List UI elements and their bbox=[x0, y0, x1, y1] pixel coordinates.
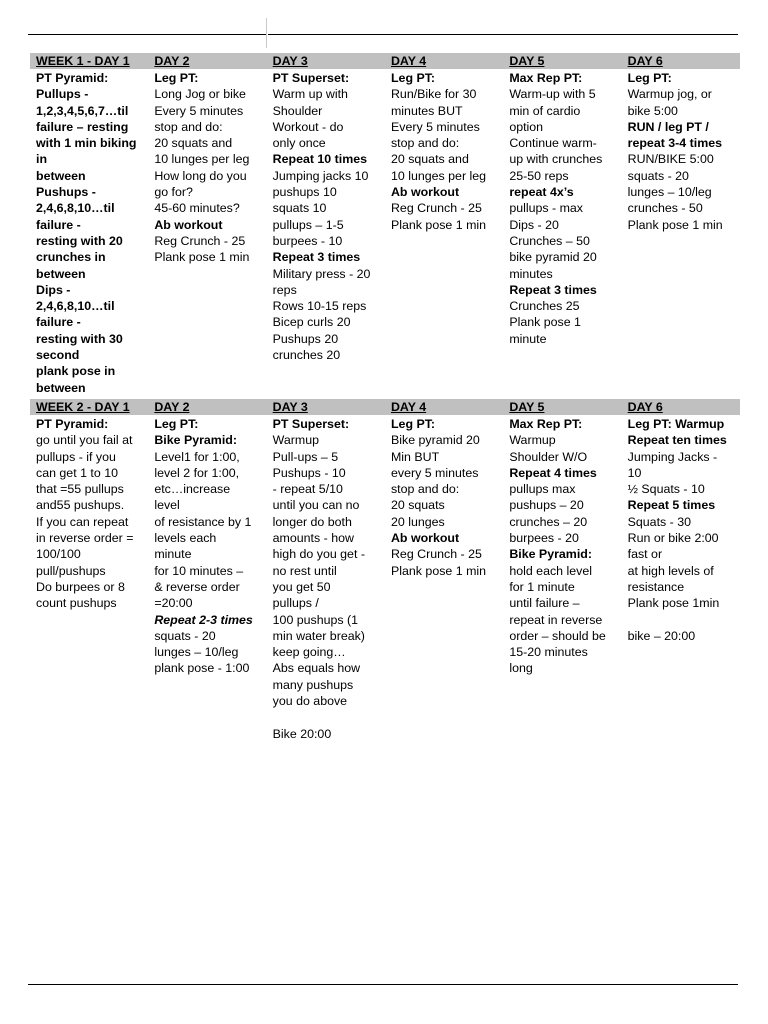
workout-line: squats 10 bbox=[272, 201, 327, 216]
week-1-day-1-header: WEEK 1 - DAY 1 bbox=[30, 53, 148, 69]
workout-line: squats - 20 bbox=[627, 168, 689, 183]
workout-line: between bbox=[36, 380, 86, 395]
week-2-day-4-header: DAY 4 bbox=[385, 399, 503, 415]
workout-line: 10 lunges per leg bbox=[154, 152, 250, 167]
workout-line: level bbox=[154, 498, 180, 513]
workout-line: Repeat 10 times bbox=[272, 152, 368, 167]
workout-line: Bike Pyramid: bbox=[154, 433, 237, 448]
week-2-day-2-cell bbox=[148, 415, 266, 745]
workout-line: Max Rep PT: bbox=[509, 416, 583, 431]
workout-line: pull/pushups bbox=[36, 563, 106, 578]
workout-line: 20 squats and bbox=[390, 152, 469, 167]
workout-line: pullups / bbox=[272, 596, 319, 611]
workout-line: pullups max bbox=[509, 482, 576, 497]
workout-line: Ab workout bbox=[390, 531, 460, 546]
workout-line: 10 bbox=[627, 465, 642, 480]
workout-line: bike – 20:00 bbox=[627, 628, 696, 643]
workout-line: Jumping Jacks - bbox=[627, 449, 718, 464]
workout-line: Shoulder W/O bbox=[509, 449, 588, 464]
week-2-day-6-header: DAY 6 bbox=[622, 399, 740, 415]
workout-line: Repeat 5 times bbox=[627, 498, 716, 513]
workout-line: minutes BUT bbox=[390, 103, 463, 118]
week-2-day-3-header: DAY 3 bbox=[267, 399, 385, 415]
workout-line: for 1 minute bbox=[509, 579, 575, 594]
workout-line: Jumping jacks 10 bbox=[272, 168, 369, 183]
workout-line: Repeat ten times bbox=[627, 433, 727, 448]
workout-line: failure – resting bbox=[36, 119, 129, 134]
workout-line: minutes bbox=[509, 266, 553, 281]
workout-line: repeat 4x’s bbox=[509, 185, 574, 200]
week-2-day-5-cell bbox=[503, 415, 621, 745]
workout-line: in reverse order = bbox=[36, 531, 134, 546]
week-2-day-3-cell bbox=[267, 415, 385, 745]
workout-line: Reg Crunch - 25 bbox=[390, 201, 482, 216]
workout-line: Plank pose 1min bbox=[627, 596, 720, 611]
workout-line: crunches - 50 bbox=[627, 201, 703, 216]
workout-line: Shoulder bbox=[272, 103, 323, 118]
workout-line: Plank pose 1 min bbox=[390, 563, 487, 578]
workout-line: Long Jog or bike bbox=[154, 87, 246, 102]
workout-line: Continue warm- bbox=[509, 136, 597, 151]
workout-line: failure - bbox=[36, 217, 81, 232]
workout-line: 45-60 minutes? bbox=[154, 201, 240, 216]
workout-line: pushups – 20 bbox=[509, 498, 584, 513]
workout-line: Crunches 25 bbox=[509, 299, 580, 314]
workout-line: keep going… bbox=[272, 645, 346, 660]
week-2-content-row bbox=[30, 415, 740, 745]
workout-line: in bbox=[36, 152, 48, 167]
workout-line: stop and do: bbox=[390, 136, 460, 151]
workout-line: only once bbox=[272, 136, 326, 151]
workout-line: squats - 20 bbox=[154, 628, 216, 643]
workout-line: Squats - 30 bbox=[627, 514, 692, 529]
workout-line: levels each bbox=[154, 531, 217, 546]
workout-line: Leg PT: bbox=[154, 71, 199, 85]
workout-line: can get 1 to 10 bbox=[36, 465, 118, 480]
workout-line: 10 lunges per leg bbox=[390, 168, 487, 183]
workout-line: 2,4,6,8,10…til bbox=[36, 299, 115, 314]
week-1-day-4-header: DAY 4 bbox=[385, 53, 503, 69]
workout-line: option bbox=[509, 119, 544, 134]
workout-line: Dips - 20 bbox=[509, 217, 559, 232]
workout-line: plank pose - 1:00 bbox=[154, 661, 250, 676]
week-1-day-1-cell bbox=[30, 69, 148, 399]
workout-line: & reverse order bbox=[154, 579, 240, 594]
workout-line: PT Pyramid: bbox=[36, 416, 109, 431]
workout-line: Ab workout bbox=[390, 185, 460, 200]
workout-line: bike 5:00 bbox=[627, 103, 678, 118]
workout-line: until failure – bbox=[509, 596, 580, 611]
week-1-day-5-cell bbox=[503, 69, 621, 399]
workout-line: Bike Pyramid: bbox=[509, 547, 592, 562]
workout-line: Do burpees or 8 bbox=[36, 579, 125, 594]
workout-line: Run or bike 2:00 bbox=[627, 531, 719, 546]
workout-line: RUN/BIKE 5:00 bbox=[627, 152, 714, 167]
workout-line: at high levels of bbox=[627, 563, 714, 578]
workout-line: Repeat 4 times bbox=[509, 465, 597, 480]
workout-line: Plank pose 1 min bbox=[154, 250, 250, 265]
bottom-rule bbox=[28, 984, 738, 985]
workout-line: PT Pyramid: bbox=[36, 71, 109, 85]
week-2-day-1-cell bbox=[30, 415, 148, 745]
week-2-day-1-header: WEEK 2 - DAY 1 bbox=[30, 399, 148, 415]
workout-line: longer do both bbox=[272, 514, 352, 529]
week-2-day-5-header: DAY 5 bbox=[503, 399, 621, 415]
workout-line: repeat 3-4 times bbox=[627, 136, 722, 151]
workout-line: Warmup bbox=[272, 433, 320, 448]
workout-line: Repeat 3 times bbox=[509, 282, 597, 297]
workout-line: 20 squats bbox=[390, 498, 445, 513]
workout-line: PT Superset: bbox=[272, 71, 350, 85]
workout-line: Level1 for 1:00, bbox=[154, 449, 240, 464]
top-rule-left bbox=[28, 34, 266, 35]
workout-line: ½ Squats - 10 bbox=[627, 482, 705, 497]
workout-line: pullups - if you bbox=[36, 449, 116, 464]
workout-line: resting with 20 bbox=[36, 233, 123, 248]
workout-line: burpees - 10 bbox=[272, 233, 343, 248]
workout-line: pullups - max bbox=[509, 201, 583, 216]
workout-line: go for? bbox=[154, 185, 193, 200]
workout-line: - repeat 5/10 bbox=[272, 482, 343, 497]
workout-line: up with crunches bbox=[509, 152, 603, 167]
workout-line: min of cardio bbox=[509, 103, 581, 118]
workout-line: Warm up with bbox=[272, 87, 348, 102]
workout-line: Abs equals how bbox=[272, 661, 361, 676]
workout-line: of resistance by 1 bbox=[154, 514, 252, 529]
workout-line: Workout - do bbox=[272, 119, 344, 134]
week-1-day-2-cell bbox=[148, 69, 266, 399]
workout-line: that =55 pullups bbox=[36, 482, 124, 497]
header-divider bbox=[266, 18, 267, 48]
week-1-day-4-cell bbox=[385, 69, 503, 399]
workout-line: Pushups - bbox=[36, 185, 96, 200]
workout-line: stop and do: bbox=[154, 119, 223, 134]
workout-line: second bbox=[36, 348, 80, 363]
workout-line: between bbox=[36, 168, 86, 183]
workout-line: Run/Bike for 30 bbox=[390, 87, 477, 102]
workout-line: Every 5 minutes bbox=[390, 119, 480, 134]
workout-line: Leg PT: bbox=[154, 416, 199, 431]
week-2-day-4-cell bbox=[385, 415, 503, 745]
week-2-day-6-cell bbox=[622, 415, 740, 745]
workout-line: Leg PT: Warmup bbox=[627, 416, 725, 431]
workout-line: Bike 20:00 bbox=[272, 726, 332, 741]
workout-line: lunges – 10/leg bbox=[627, 185, 712, 200]
workout-line: long bbox=[509, 661, 533, 676]
workout-line: many pushups bbox=[272, 677, 354, 692]
workout-line: resting with 30 bbox=[36, 331, 123, 346]
workout-line: 20 lunges bbox=[390, 514, 445, 529]
workout-line: =20:00 bbox=[154, 596, 193, 611]
workout-line: Plank pose 1 bbox=[509, 315, 581, 330]
workout-line: Dips - bbox=[36, 282, 71, 297]
workout-line: min water break) bbox=[272, 628, 365, 643]
workout-line: resistance bbox=[627, 579, 685, 594]
workout-line: 15-20 minutes bbox=[509, 645, 588, 660]
workout-line: reps bbox=[272, 282, 297, 297]
week-2-header-row bbox=[30, 399, 740, 415]
workout-line: you get 50 bbox=[272, 579, 331, 594]
workout-line: burpees - 20 bbox=[509, 531, 579, 546]
workout-line: no rest until bbox=[272, 563, 337, 578]
week-1-day-6-header: DAY 6 bbox=[622, 53, 740, 69]
workout-line: plank pose in bbox=[36, 364, 116, 379]
week-1-day-3-header: DAY 3 bbox=[267, 53, 385, 69]
workout-line: pushups 10 bbox=[272, 185, 337, 200]
workout-line: bike pyramid 20 bbox=[509, 250, 597, 265]
workout-line: Bicep curls 20 bbox=[272, 315, 351, 330]
workout-line: minute bbox=[154, 547, 192, 562]
workout-line: go until you fail at bbox=[36, 433, 133, 448]
workout-line bbox=[273, 709, 381, 725]
workout-line: Pullups - bbox=[36, 87, 89, 102]
workout-line: every 5 minutes bbox=[390, 465, 479, 480]
workout-line: How long do you bbox=[154, 168, 247, 183]
workout-line: level 2 for 1:00, bbox=[154, 465, 240, 480]
workout-line: Repeat 2-3 times bbox=[154, 612, 253, 627]
workout-line: etc…increase bbox=[154, 482, 231, 497]
workout-line bbox=[628, 612, 736, 628]
workout-line: with 1 min biking bbox=[36, 136, 137, 151]
workout-line: Leg PT: bbox=[390, 416, 436, 431]
workout-line: repeat in reverse bbox=[509, 612, 603, 627]
week-1-day-6-cell bbox=[622, 69, 740, 399]
workout-line: Warmup bbox=[509, 433, 556, 448]
workout-line: Reg Crunch - 25 bbox=[390, 547, 482, 562]
workout-line: crunches 20 bbox=[272, 348, 341, 363]
week-1-day-5-header: DAY 5 bbox=[503, 53, 621, 69]
workout-line: Max Rep PT: bbox=[509, 71, 583, 85]
workout-line: for 10 minutes – bbox=[154, 563, 244, 578]
week-1-content-row bbox=[30, 69, 740, 399]
workout-line: hold each level bbox=[509, 563, 592, 578]
workout-line: high do you get - bbox=[272, 547, 365, 562]
top-rule-right bbox=[268, 34, 738, 35]
workout-line: you do above bbox=[272, 693, 348, 708]
workout-line: Crunches – 50 bbox=[509, 233, 590, 248]
week-2-day-2-header: DAY 2 bbox=[148, 399, 266, 415]
workout-line: PT Superset: bbox=[272, 416, 350, 431]
workout-line: order – should be bbox=[509, 628, 606, 643]
week-1-header-row bbox=[30, 53, 740, 69]
workout-line: Reg Crunch - 25 bbox=[154, 233, 246, 248]
workout-line: crunches – 20 bbox=[509, 514, 588, 529]
workout-line: Min BUT bbox=[390, 449, 440, 464]
week-1-day-2-header: DAY 2 bbox=[148, 53, 266, 69]
workout-line: fast or bbox=[627, 547, 663, 562]
workout-line: 1,2,3,4,5,6,7…til bbox=[36, 103, 129, 118]
workout-line: Pushups - 10 bbox=[272, 465, 346, 480]
workout-line: RUN / leg PT / bbox=[627, 119, 709, 134]
workout-line: Leg PT: bbox=[627, 71, 672, 85]
workout-line: 2,4,6,8,10…til bbox=[36, 201, 115, 216]
workout-line: 100/100 bbox=[36, 547, 81, 562]
workout-line: If you can repeat bbox=[36, 514, 129, 529]
workout-line: and55 pushups. bbox=[36, 498, 125, 513]
workout-line: 100 pushups (1 bbox=[272, 612, 359, 627]
workout-line: lunges – 10/leg bbox=[154, 645, 239, 660]
workout-line: Pull-ups – 5 bbox=[272, 449, 339, 464]
workout-line: Repeat 3 times bbox=[272, 250, 361, 265]
workout-line: amounts - how bbox=[272, 531, 354, 546]
workout-line: between bbox=[36, 266, 86, 281]
workout-line: pullups – 1-5 bbox=[272, 217, 344, 232]
workout-line: Warm-up with 5 bbox=[509, 87, 596, 102]
workout-line: Every 5 minutes bbox=[154, 103, 244, 118]
workout-line: count pushups bbox=[36, 596, 117, 611]
workout-line: Bike pyramid 20 bbox=[390, 433, 480, 448]
workout-line: until you can no bbox=[272, 498, 360, 513]
workout-line: Rows 10-15 reps bbox=[272, 299, 367, 314]
workout-schedule-table bbox=[30, 53, 740, 745]
workout-line: minute bbox=[509, 331, 547, 346]
workout-line: stop and do: bbox=[390, 482, 460, 497]
workout-line: Plank pose 1 min bbox=[390, 217, 487, 232]
workout-line: 25-50 reps bbox=[509, 168, 569, 183]
workout-line: Leg PT: bbox=[390, 71, 436, 85]
workout-line: Ab workout bbox=[154, 217, 223, 232]
workout-line: Military press - 20 bbox=[272, 266, 371, 281]
workout-line: Warmup jog, or bbox=[627, 87, 712, 102]
workout-line: Plank pose 1 min bbox=[627, 217, 723, 232]
workout-line: 20 squats and bbox=[154, 136, 233, 151]
week-1-day-3-cell bbox=[267, 69, 385, 399]
workout-line: crunches in bbox=[36, 250, 106, 265]
workout-line: Pushups 20 bbox=[272, 331, 339, 346]
workout-line: failure - bbox=[36, 315, 81, 330]
